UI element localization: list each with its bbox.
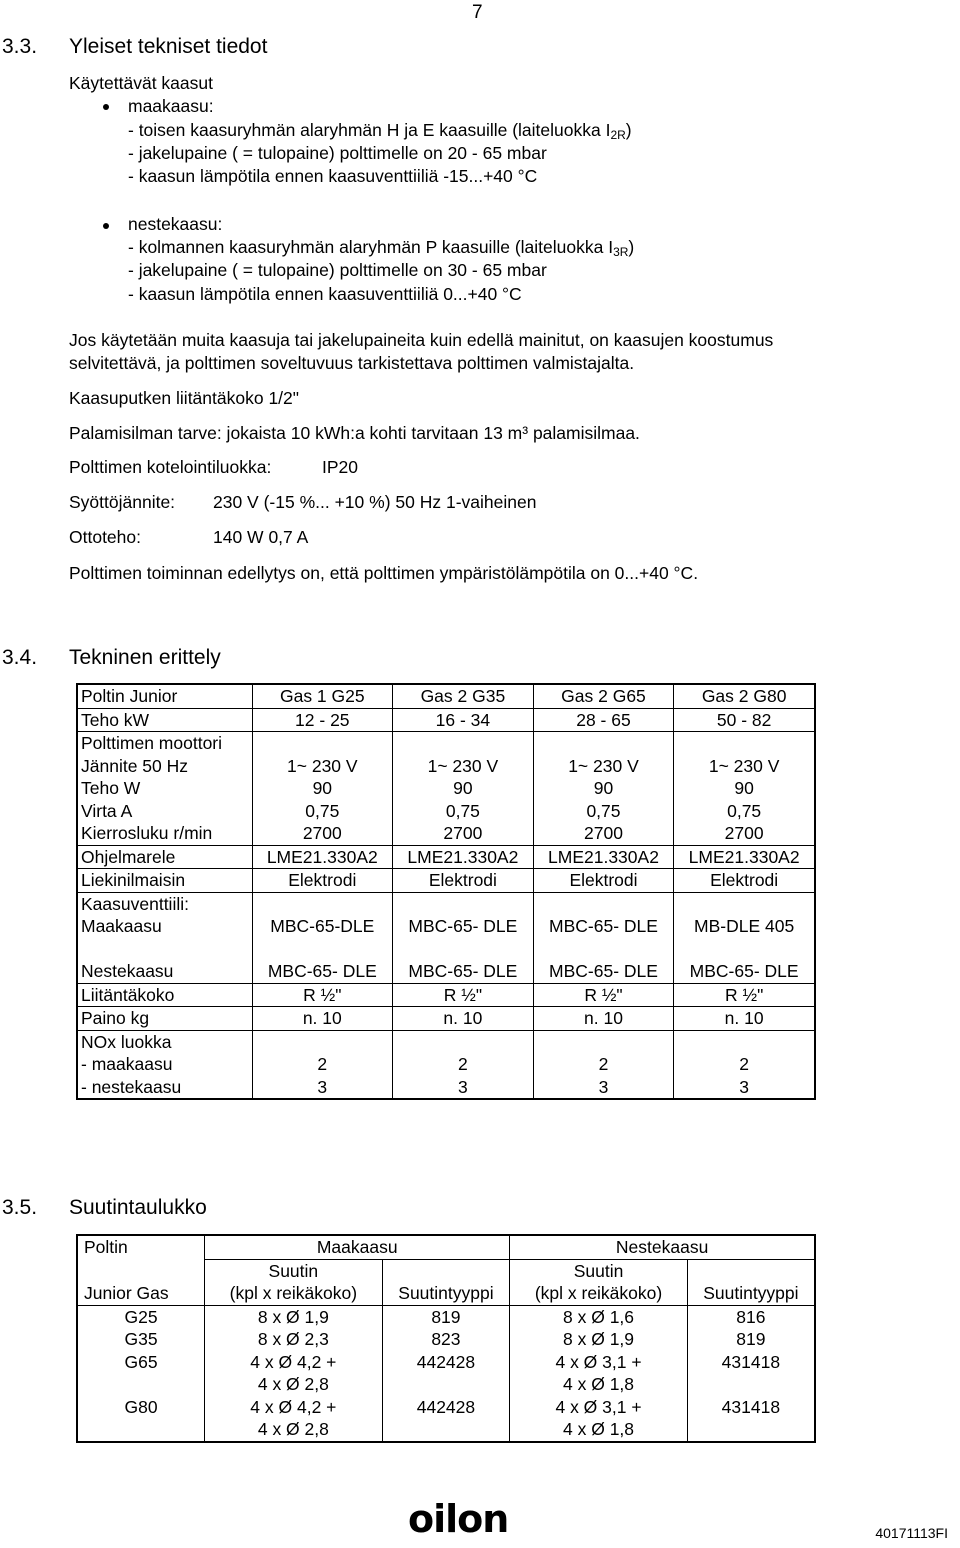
value-line: 1~ 230 V bbox=[427, 755, 499, 776]
value-line: 3 bbox=[598, 1076, 609, 1097]
gases-heading: Käytettävät kaasut bbox=[69, 73, 213, 93]
value-line: MBC-65- DLE bbox=[408, 916, 518, 936]
nozzle-line: 4 x Ø 4,2 + bbox=[250, 1396, 337, 1417]
section-3-5-number: 3.5. bbox=[2, 1196, 38, 1219]
header-poltin: Poltin bbox=[84, 1237, 128, 1257]
lpg-nozzle-cell bbox=[510, 1351, 687, 1396]
lpg-type-cell: 819 bbox=[687, 1328, 815, 1351]
value-line bbox=[537, 893, 671, 916]
table-row bbox=[77, 1328, 815, 1351]
natural-gas-line3: - kaasun lämpötila ennen kaasuventtiiliä -15...+40 °C bbox=[128, 166, 538, 186]
value-cell bbox=[674, 708, 815, 732]
nozzle-line: 4 x Ø 3,1 + bbox=[555, 1351, 642, 1372]
value-cell bbox=[252, 708, 393, 732]
header-suutin: Suutin bbox=[573, 1260, 624, 1281]
natural-gas-label: maakaasu: bbox=[128, 96, 214, 116]
value-line: 2 bbox=[598, 1054, 609, 1074]
value-line: 2700 bbox=[302, 823, 342, 843]
header-junior-gas: Junior Gas bbox=[77, 1259, 205, 1305]
supply-voltage-value: 230 V (-15 %... +10 %) 50 Hz 1-vaiheinen bbox=[213, 492, 537, 512]
power-input-label: Ottoteho: bbox=[69, 527, 141, 547]
nozzle-line: 4 x Ø 1,8 bbox=[563, 1374, 635, 1394]
header-lpg-nozzle bbox=[510, 1259, 687, 1305]
value-line: MBC-65- DLE bbox=[408, 961, 518, 981]
value-line: 90 bbox=[312, 778, 333, 798]
note-line-1: Jos käytetään muita kaasuja tai jakelupaineita kuin edellä mainitut, on kaasujen koostumus bbox=[69, 330, 774, 350]
lpg-nozzle-cell bbox=[510, 1396, 687, 1442]
table-row bbox=[77, 1351, 815, 1396]
header-lpg-type: Suutintyyppi bbox=[687, 1259, 815, 1305]
value-line: 0,75 bbox=[445, 800, 480, 821]
value-line: 2700 bbox=[724, 823, 764, 843]
value-line bbox=[256, 938, 390, 961]
header-ng-nozzle bbox=[205, 1259, 382, 1305]
ng-type-cell: 823 bbox=[382, 1328, 510, 1351]
value-line: 50 - 82 bbox=[716, 709, 772, 730]
value-line: n. 10 bbox=[724, 1008, 764, 1028]
nozzle-table bbox=[76, 1234, 816, 1443]
enclosure-label: Polttimen kotelointiluokka: bbox=[69, 457, 272, 477]
row-label-line: Polttimen moottori bbox=[81, 733, 223, 753]
value-line: 2 bbox=[317, 1054, 328, 1074]
value-line: MBC-65- DLE bbox=[689, 961, 799, 981]
value-line: LME21.330A2 bbox=[266, 846, 378, 867]
header-cell-gas: Gas 2 G65 bbox=[533, 684, 674, 708]
lpg-nozzle-cell bbox=[510, 1328, 687, 1351]
bullet-icon bbox=[103, 104, 109, 110]
nozzle-line: 4 x Ø 1,8 bbox=[563, 1419, 635, 1439]
value-line: LME21.330A2 bbox=[548, 846, 659, 867]
value-line: R ½" bbox=[443, 984, 483, 1005]
value-cell bbox=[674, 1030, 815, 1099]
nozzle-line: 4 x Ø 2,8 bbox=[257, 1419, 329, 1439]
value-line: 2 bbox=[739, 1054, 749, 1074]
value-line: MBC-65- DLE bbox=[267, 961, 377, 981]
value-line bbox=[677, 938, 811, 961]
value-line: 90 bbox=[593, 778, 614, 798]
value-cell bbox=[533, 845, 674, 869]
value-line: MB-DLE 405 bbox=[694, 916, 795, 936]
header-suutin-sub: (kpl x reikäkoko) bbox=[534, 1283, 663, 1303]
ambient-condition: Polttimen toiminnan edellytys on, että polttimen ympäristölämpötila on 0...+40 °C. bbox=[69, 563, 699, 583]
table-row bbox=[77, 1030, 815, 1099]
header-suutin: Suutin bbox=[268, 1260, 319, 1281]
power-input-value: 140 W 0,7 A bbox=[213, 527, 309, 547]
value-line: 2700 bbox=[443, 823, 483, 843]
row-label-line: Virta A bbox=[81, 800, 133, 821]
value-line: 1~ 230 V bbox=[287, 755, 358, 776]
row-label-line: Kierrosluku r/min bbox=[81, 823, 213, 843]
value-cell bbox=[674, 869, 815, 893]
ng-type-cell: 442428 bbox=[382, 1351, 510, 1396]
value-cell bbox=[533, 892, 674, 983]
header-suutin-sub: (kpl x reikäkoko) bbox=[229, 1283, 358, 1303]
ng-nozzle-cell bbox=[205, 1396, 382, 1442]
value-line: 16 - 34 bbox=[435, 709, 491, 730]
value-cell bbox=[252, 1007, 393, 1031]
pipe-size: Kaasuputken liitäntäkoko 1/2" bbox=[69, 388, 299, 408]
natural-gas-line2: - jakelupaine ( = tulopaine) polttimelle on 20 - 65 mbar bbox=[128, 143, 547, 163]
nozzle-line: 8 x Ø 2,3 bbox=[257, 1329, 329, 1349]
value-cell bbox=[252, 1030, 393, 1099]
value-line: R ½" bbox=[724, 984, 764, 1005]
value-line bbox=[677, 732, 811, 755]
note-line-2: selvitettävä, ja polttimen soveltuvuus tarkistettava polttimen valmistajalta. bbox=[69, 353, 635, 373]
page-number: 7 bbox=[472, 2, 483, 23]
lpg-label: nestekaasu: bbox=[128, 214, 223, 234]
value-cell bbox=[674, 1007, 815, 1031]
value-cell bbox=[533, 1030, 674, 1099]
row-label-line: Liekinilmaisin bbox=[81, 870, 186, 890]
value-cell bbox=[393, 869, 534, 893]
row-label-line: Jännite 50 Hz bbox=[81, 755, 189, 776]
model-cell: G65 bbox=[124, 1351, 158, 1372]
row-label-line: Teho kW bbox=[81, 709, 150, 730]
value-cell bbox=[393, 1030, 534, 1099]
header-maakaasu: Maakaasu bbox=[205, 1235, 510, 1259]
value-cell bbox=[533, 869, 674, 893]
row-label bbox=[77, 708, 252, 732]
value-cell bbox=[393, 732, 534, 846]
value-cell bbox=[393, 892, 534, 983]
lpg-line1: - kolmannen kaasuryhmän alaryhmän P kaasuille (laiteluokka $I_{3R}$) bbox=[128, 237, 635, 259]
table-row bbox=[77, 869, 815, 893]
header-nestekaasu: Nestekaasu bbox=[510, 1235, 815, 1259]
supply-voltage-label: Syöttöjännite: bbox=[69, 492, 176, 512]
lpg-nozzle-cell bbox=[510, 1305, 687, 1328]
value-line: Elektrodi bbox=[288, 870, 357, 890]
value-line: Elektrodi bbox=[428, 870, 497, 890]
ng-type-cell: 819 bbox=[382, 1305, 510, 1328]
value-line bbox=[256, 732, 390, 755]
ng-type-cell: 442428 bbox=[382, 1396, 510, 1442]
value-line: 90 bbox=[453, 778, 473, 798]
value-line: n. 10 bbox=[443, 1008, 483, 1028]
section-3-5-title: Suutintaulukko bbox=[69, 1196, 207, 1219]
lpg-type-cell: 431418 bbox=[687, 1351, 815, 1396]
value-line: 1~ 230 V bbox=[568, 755, 639, 776]
value-cell bbox=[393, 1007, 534, 1031]
value-line bbox=[396, 732, 530, 755]
value-line bbox=[396, 1031, 530, 1054]
nozzle-line: 4 x Ø 3,1 + bbox=[555, 1396, 642, 1417]
lpg-type-cell: 816 bbox=[687, 1305, 815, 1328]
value-cell bbox=[533, 1007, 674, 1031]
row-label bbox=[77, 983, 252, 1007]
header-cell-gas: Gas 1 G25 bbox=[252, 684, 393, 708]
value-line: LME21.330A2 bbox=[407, 846, 519, 867]
nozzle-line: 4 x Ø 4,2 + bbox=[250, 1351, 337, 1372]
value-cell bbox=[674, 845, 815, 869]
value-line bbox=[677, 1031, 811, 1054]
value-line bbox=[537, 938, 671, 961]
header-ng-type: Suutintyyppi bbox=[382, 1259, 510, 1305]
table-row bbox=[77, 708, 815, 732]
table-row bbox=[77, 1305, 815, 1328]
ng-nozzle-cell bbox=[205, 1351, 382, 1396]
model-cell: G80 bbox=[124, 1396, 158, 1417]
value-line bbox=[677, 893, 811, 916]
header-cell-model: Poltin Junior bbox=[77, 684, 252, 708]
model-cell: G25 bbox=[124, 1306, 158, 1327]
section-3-3-number: 3.3. bbox=[2, 35, 38, 58]
value-cell bbox=[533, 732, 674, 846]
row-label bbox=[77, 845, 252, 869]
value-line: 0,75 bbox=[305, 800, 340, 821]
row-label bbox=[77, 1007, 252, 1031]
value-cell bbox=[393, 983, 534, 1007]
nozzle-line: 8 x Ø 1,9 bbox=[563, 1329, 635, 1349]
nozzle-line: 8 x Ø 1,6 bbox=[563, 1306, 635, 1327]
value-line: R ½" bbox=[584, 984, 623, 1005]
value-line: MBC-65- DLE bbox=[549, 961, 658, 981]
value-line: 3 bbox=[317, 1076, 328, 1097]
row-label-line: - nestekaasu bbox=[81, 1076, 182, 1097]
value-line bbox=[256, 1031, 390, 1054]
ng-nozzle-cell bbox=[205, 1328, 382, 1351]
lpg-line3: - kaasun lämpötila ennen kaasuventtiiliä 0...+40 °C bbox=[128, 284, 522, 304]
section-3-4-number: 3.4. bbox=[2, 646, 38, 669]
value-line bbox=[396, 893, 530, 916]
value-cell bbox=[252, 869, 393, 893]
table-row bbox=[77, 892, 815, 983]
value-line bbox=[256, 893, 390, 916]
row-label-line: Liitäntäkoko bbox=[81, 984, 175, 1005]
value-line bbox=[537, 732, 671, 755]
header-cell-gas: Gas 2 G35 bbox=[393, 684, 534, 708]
document-code: 40171113FI bbox=[875, 1525, 948, 1541]
value-line: MBC-65- DLE bbox=[549, 916, 658, 936]
nozzle-line: 8 x Ø 1,9 bbox=[257, 1306, 329, 1327]
table-row bbox=[77, 983, 815, 1007]
value-line: R ½" bbox=[303, 984, 342, 1005]
lpg-line2: - jakelupaine ( = tulopaine) polttimelle on 30 - 65 mbar bbox=[128, 260, 547, 280]
natural-gas-line1: - toisen kaasuryhmän alaryhmän H ja E kaasuille (laiteluokka $I_{2R}$) bbox=[128, 120, 632, 142]
row-label bbox=[77, 732, 252, 846]
value-line bbox=[396, 938, 530, 961]
value-cell bbox=[533, 708, 674, 732]
row-label-line bbox=[81, 938, 249, 961]
value-line: 28 - 65 bbox=[576, 709, 631, 730]
row-label-line: NOx luokka bbox=[81, 1031, 172, 1052]
svg-text:oilon: oilon bbox=[408, 1502, 509, 1538]
value-line: 1~ 230 V bbox=[708, 755, 780, 776]
table-row bbox=[77, 845, 815, 869]
value-cell bbox=[252, 983, 393, 1007]
bullet-icon bbox=[103, 223, 109, 229]
lpg-type-cell: 431418 bbox=[687, 1396, 815, 1442]
technical-specification-table bbox=[76, 683, 816, 1100]
row-label-line: - maakaasu bbox=[81, 1054, 173, 1074]
value-cell bbox=[674, 983, 815, 1007]
value-cell bbox=[674, 892, 815, 983]
value-cell bbox=[252, 892, 393, 983]
value-line: n. 10 bbox=[584, 1008, 623, 1028]
value-line: 0,75 bbox=[727, 800, 762, 821]
value-cell bbox=[533, 983, 674, 1007]
value-line: 3 bbox=[458, 1076, 468, 1097]
row-label-line: Maakaasu bbox=[81, 916, 162, 936]
value-line: 2 bbox=[458, 1054, 468, 1074]
table-row bbox=[77, 1007, 815, 1031]
value-line: 90 bbox=[734, 778, 754, 798]
row-label bbox=[77, 869, 252, 893]
value-line: 0,75 bbox=[586, 800, 621, 821]
value-cell bbox=[393, 708, 534, 732]
header-cell-gas: Gas 2 G80 bbox=[674, 684, 815, 708]
table-header-row bbox=[77, 684, 815, 708]
value-line: 12 - 25 bbox=[295, 709, 350, 730]
value-cell bbox=[252, 845, 393, 869]
section-3-4-title: Tekninen erittely bbox=[69, 646, 221, 669]
combustion-air: Palamisilman tarve: jokaista 10 kWh:a kohti tarvitaan 13 m³ palamisilmaa. bbox=[69, 423, 640, 443]
value-line: LME21.330A2 bbox=[688, 846, 800, 867]
value-line: 2700 bbox=[584, 823, 623, 843]
model-cell: G35 bbox=[124, 1329, 158, 1349]
value-line: MBC-65-DLE bbox=[270, 916, 375, 936]
table-row bbox=[77, 732, 815, 846]
value-line: Elektrodi bbox=[569, 870, 638, 890]
row-label bbox=[77, 1030, 252, 1099]
value-cell bbox=[393, 845, 534, 869]
value-line: 3 bbox=[739, 1076, 749, 1097]
nozzle-line: 4 x Ø 2,8 bbox=[257, 1374, 329, 1394]
row-label-line: Kaasuventtiili: bbox=[81, 893, 189, 914]
section-3-3-title: Yleiset tekniset tiedot bbox=[69, 35, 268, 58]
oilon-logo bbox=[408, 1502, 546, 1543]
value-line: Elektrodi bbox=[710, 870, 779, 890]
value-cell bbox=[252, 732, 393, 846]
value-line: n. 10 bbox=[302, 1008, 342, 1028]
row-label-line: Nestekaasu bbox=[81, 961, 174, 981]
value-cell bbox=[674, 732, 815, 846]
row-label-line: Paino kg bbox=[81, 1008, 150, 1028]
row-label-line: Ohjelmarele bbox=[81, 846, 176, 867]
table-row bbox=[77, 1396, 815, 1442]
value-line bbox=[537, 1031, 671, 1054]
row-label bbox=[77, 892, 252, 983]
row-label-line: Teho W bbox=[81, 778, 141, 798]
ng-nozzle-cell bbox=[205, 1305, 382, 1328]
enclosure-value: IP20 bbox=[322, 457, 358, 477]
